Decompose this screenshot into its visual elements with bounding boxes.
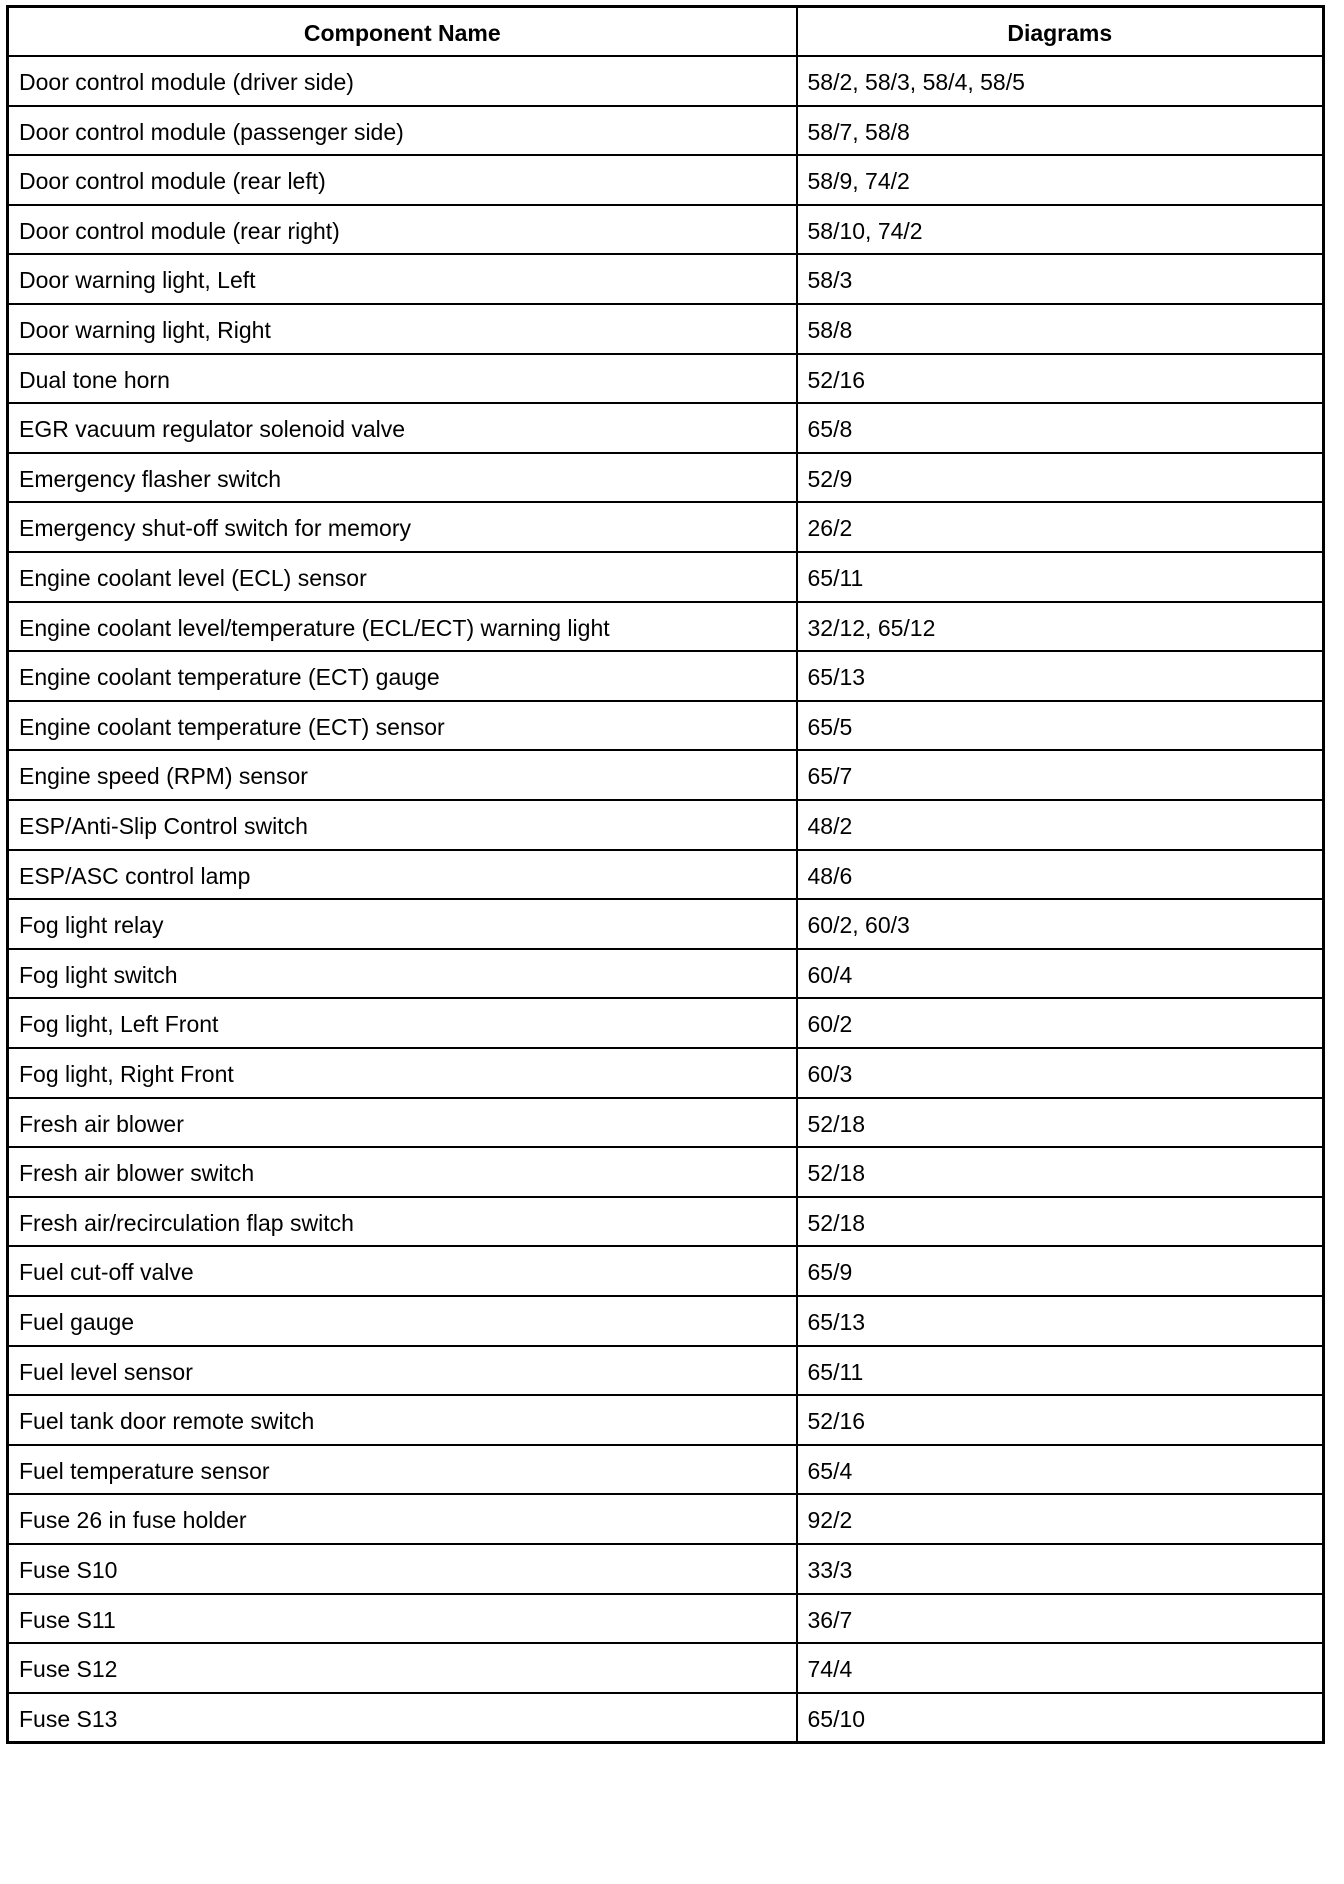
component-table-container	[6, 5, 1322, 1744]
component-name-cell: Fuel level sensor	[8, 1346, 797, 1396]
component-name-cell: Fog light switch	[8, 949, 797, 999]
diagrams-cell: 65/11	[797, 1346, 1324, 1396]
diagrams-cell: 58/3	[797, 254, 1324, 304]
diagrams-cell: 58/7, 58/8	[797, 106, 1324, 156]
table-row	[8, 1643, 1324, 1693]
diagrams-cell: 65/8	[797, 403, 1324, 453]
diagrams-cell: 36/7	[797, 1594, 1324, 1644]
component-name-cell: Engine speed (RPM) sensor	[8, 750, 797, 800]
diagrams-cell: 65/7	[797, 750, 1324, 800]
diagrams-cell: 60/2, 60/3	[797, 899, 1324, 949]
table-row	[8, 1346, 1324, 1396]
diagrams-cell: 52/16	[797, 354, 1324, 404]
table-row	[8, 453, 1324, 503]
diagrams-cell: 65/5	[797, 701, 1324, 751]
component-name-cell: Fuel gauge	[8, 1296, 797, 1346]
table-row	[8, 651, 1324, 701]
component-name-cell: Door warning light, Right	[8, 304, 797, 354]
diagrams-cell: 52/18	[797, 1197, 1324, 1247]
table-header	[8, 7, 1324, 57]
component-name-cell: Fuse S10	[8, 1544, 797, 1594]
table-row	[8, 106, 1324, 156]
table-row	[8, 1296, 1324, 1346]
diagrams-cell: 52/9	[797, 453, 1324, 503]
component-name-cell: Emergency flasher switch	[8, 453, 797, 503]
table-row	[8, 1395, 1324, 1445]
component-name-cell: Fuse S12	[8, 1643, 797, 1693]
table-row	[8, 800, 1324, 850]
table-row	[8, 1594, 1324, 1644]
table-row	[8, 750, 1324, 800]
component-name-cell: Fog light, Left Front	[8, 998, 797, 1048]
column-header-diagrams: Diagrams	[797, 7, 1324, 57]
table-row	[8, 701, 1324, 751]
component-name-cell: Fuel cut-off valve	[8, 1246, 797, 1296]
component-name-cell: Fuse 26 in fuse holder	[8, 1494, 797, 1544]
diagrams-cell: 60/2	[797, 998, 1324, 1048]
table-row	[8, 155, 1324, 205]
table-row	[8, 998, 1324, 1048]
diagrams-cell: 65/9	[797, 1246, 1324, 1296]
table-row	[8, 1048, 1324, 1098]
table-row	[8, 304, 1324, 354]
component-name-cell: Engine coolant level (ECL) sensor	[8, 552, 797, 602]
table-row	[8, 1494, 1324, 1544]
diagrams-cell: 52/18	[797, 1098, 1324, 1148]
table-row	[8, 850, 1324, 900]
component-name-cell: Fog light, Right Front	[8, 1048, 797, 1098]
component-name-cell: Fog light relay	[8, 899, 797, 949]
column-header-component-name: Component Name	[8, 7, 797, 57]
component-name-cell: Fresh air/recirculation flap switch	[8, 1197, 797, 1247]
component-name-cell: ESP/ASC control lamp	[8, 850, 797, 900]
diagrams-cell: 58/8	[797, 304, 1324, 354]
component-name-cell: Door warning light, Left	[8, 254, 797, 304]
table-row	[8, 403, 1324, 453]
diagrams-cell: 65/11	[797, 552, 1324, 602]
diagrams-cell: 48/2	[797, 800, 1324, 850]
diagrams-cell: 58/2, 58/3, 58/4, 58/5	[797, 56, 1324, 106]
diagrams-cell: 60/3	[797, 1048, 1324, 1098]
component-name-cell: Door control module (rear left)	[8, 155, 797, 205]
component-name-cell: EGR vacuum regulator solenoid valve	[8, 403, 797, 453]
table-row	[8, 1197, 1324, 1247]
diagrams-cell: 32/12, 65/12	[797, 602, 1324, 652]
table-row	[8, 1147, 1324, 1197]
diagrams-cell: 58/9, 74/2	[797, 155, 1324, 205]
table-row	[8, 1693, 1324, 1743]
diagrams-cell: 65/10	[797, 1693, 1324, 1743]
table-row	[8, 552, 1324, 602]
component-name-cell: Door control module (rear right)	[8, 205, 797, 255]
diagrams-cell: 65/13	[797, 651, 1324, 701]
diagrams-cell: 26/2	[797, 502, 1324, 552]
diagrams-cell: 48/6	[797, 850, 1324, 900]
header-row	[8, 7, 1324, 57]
table-row	[8, 56, 1324, 106]
component-table	[6, 5, 1325, 1744]
diagrams-cell: 60/4	[797, 949, 1324, 999]
component-name-cell: Fuse S11	[8, 1594, 797, 1644]
table-body	[8, 56, 1324, 1742]
component-name-cell: Fresh air blower switch	[8, 1147, 797, 1197]
component-name-cell: Engine coolant temperature (ECT) sensor	[8, 701, 797, 751]
diagrams-cell: 92/2	[797, 1494, 1324, 1544]
diagrams-cell: 52/16	[797, 1395, 1324, 1445]
table-row	[8, 1098, 1324, 1148]
component-name-cell: Door control module (passenger side)	[8, 106, 797, 156]
component-name-cell: Engine coolant level/temperature (ECL/ECT) warning light	[8, 602, 797, 652]
component-name-cell: Fuse S13	[8, 1693, 797, 1743]
table-row	[8, 899, 1324, 949]
diagrams-cell: 65/13	[797, 1296, 1324, 1346]
diagrams-cell: 52/18	[797, 1147, 1324, 1197]
component-name-cell: Door control module (driver side)	[8, 56, 797, 106]
component-name-cell: Emergency shut-off switch for memory	[8, 502, 797, 552]
table-row	[8, 602, 1324, 652]
table-row	[8, 205, 1324, 255]
table-row	[8, 502, 1324, 552]
diagrams-cell: 65/4	[797, 1445, 1324, 1495]
component-name-cell: Dual tone horn	[8, 354, 797, 404]
diagrams-cell: 74/4	[797, 1643, 1324, 1693]
component-name-cell: Fuel temperature sensor	[8, 1445, 797, 1495]
table-row	[8, 254, 1324, 304]
table-row	[8, 354, 1324, 404]
table-row	[8, 1544, 1324, 1594]
component-name-cell: Fuel tank door remote switch	[8, 1395, 797, 1445]
component-name-cell: Fresh air blower	[8, 1098, 797, 1148]
table-row	[8, 1246, 1324, 1296]
table-row	[8, 1445, 1324, 1495]
diagrams-cell: 58/10, 74/2	[797, 205, 1324, 255]
diagrams-cell: 33/3	[797, 1544, 1324, 1594]
table-row	[8, 949, 1324, 999]
component-name-cell: ESP/Anti-Slip Control switch	[8, 800, 797, 850]
component-name-cell: Engine coolant temperature (ECT) gauge	[8, 651, 797, 701]
